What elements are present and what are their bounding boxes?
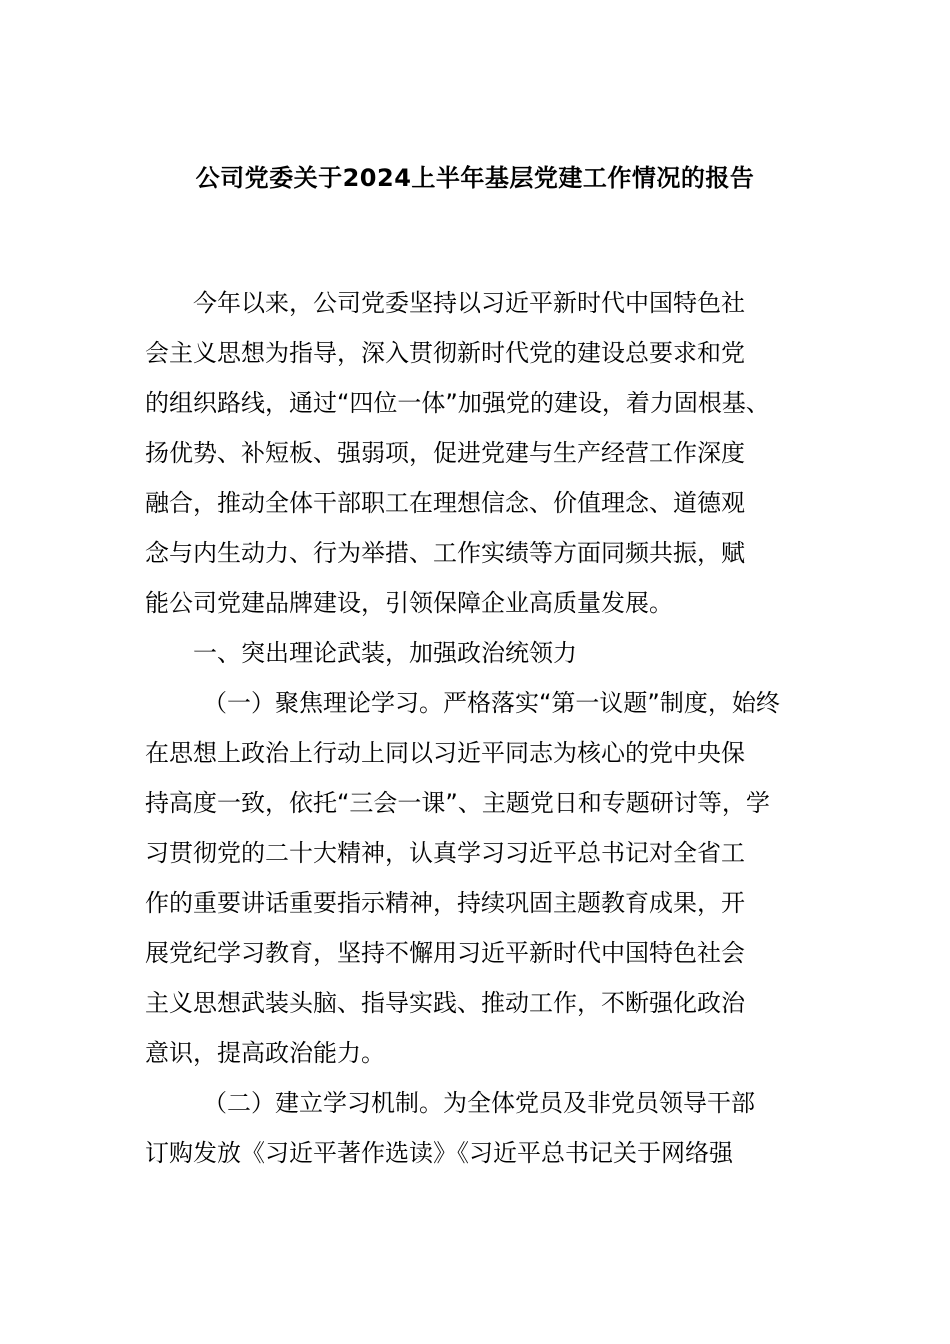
paragraph-line: 展党纪学习教育，坚持不懈用习近平新时代中国特色社会 bbox=[145, 939, 745, 967]
paragraph-line: 订购发放《习近平著作选读》《习近平总书记关于网络强 bbox=[145, 1139, 733, 1167]
paragraph-line: 念与内生动力、行为举措、工作实绩等方面同频共振，赋 bbox=[145, 539, 745, 567]
paragraph-line: 能公司党建品牌建设，引领保障企业高质量发展。 bbox=[145, 589, 673, 617]
document-body bbox=[145, 278, 807, 1178]
paragraph-line: 扬优势、补短板、强弱项，促进党建与生产经营工作深度 bbox=[145, 439, 745, 467]
section-heading: 一、突出理论武装，加强政治统领力 bbox=[193, 639, 577, 667]
paragraph-line: 作的重要讲话重要指示精神，持续巩固主题教育成果，开 bbox=[145, 889, 745, 917]
paragraph-line: 会主义思想为指导，深入贯彻新时代党的建设总要求和党 bbox=[145, 339, 745, 367]
paragraph-line: 的组织路线，通过“四位一体”加强党的建设，着力固根基、 bbox=[145, 389, 770, 417]
paragraph-line: 融合，推动全体干部职工在理想信念、价值理念、道德观 bbox=[145, 489, 745, 517]
paragraph-line: 持高度一致，依托“三会一课”、主题党日和专题研讨等，学 bbox=[145, 789, 770, 817]
paragraph-line: （二）建立学习机制。为全体党员及非党员领导干部 bbox=[203, 1089, 755, 1117]
paragraph-line: （一）聚焦理论学习。严格落实“第一议题”制度，始终 bbox=[203, 689, 780, 717]
document-title: 公司党委关于2024上半年基层党建工作情况的报告 bbox=[195, 164, 755, 192]
paragraph-line: 主义思想武装头脑、指导实践、推动工作，不断强化政治 bbox=[145, 989, 745, 1017]
paragraph-line: 在思想上政治上行动上同以习近平同志为核心的党中央保 bbox=[145, 739, 745, 767]
paragraph-line: 习贯彻党的二十大精神，认真学习习近平总书记对全省工 bbox=[145, 839, 745, 867]
paragraph-line: 意识，提高政治能力。 bbox=[145, 1039, 385, 1067]
paragraph-line: 今年以来，公司党委坚持以习近平新时代中国特色社 bbox=[193, 289, 745, 317]
